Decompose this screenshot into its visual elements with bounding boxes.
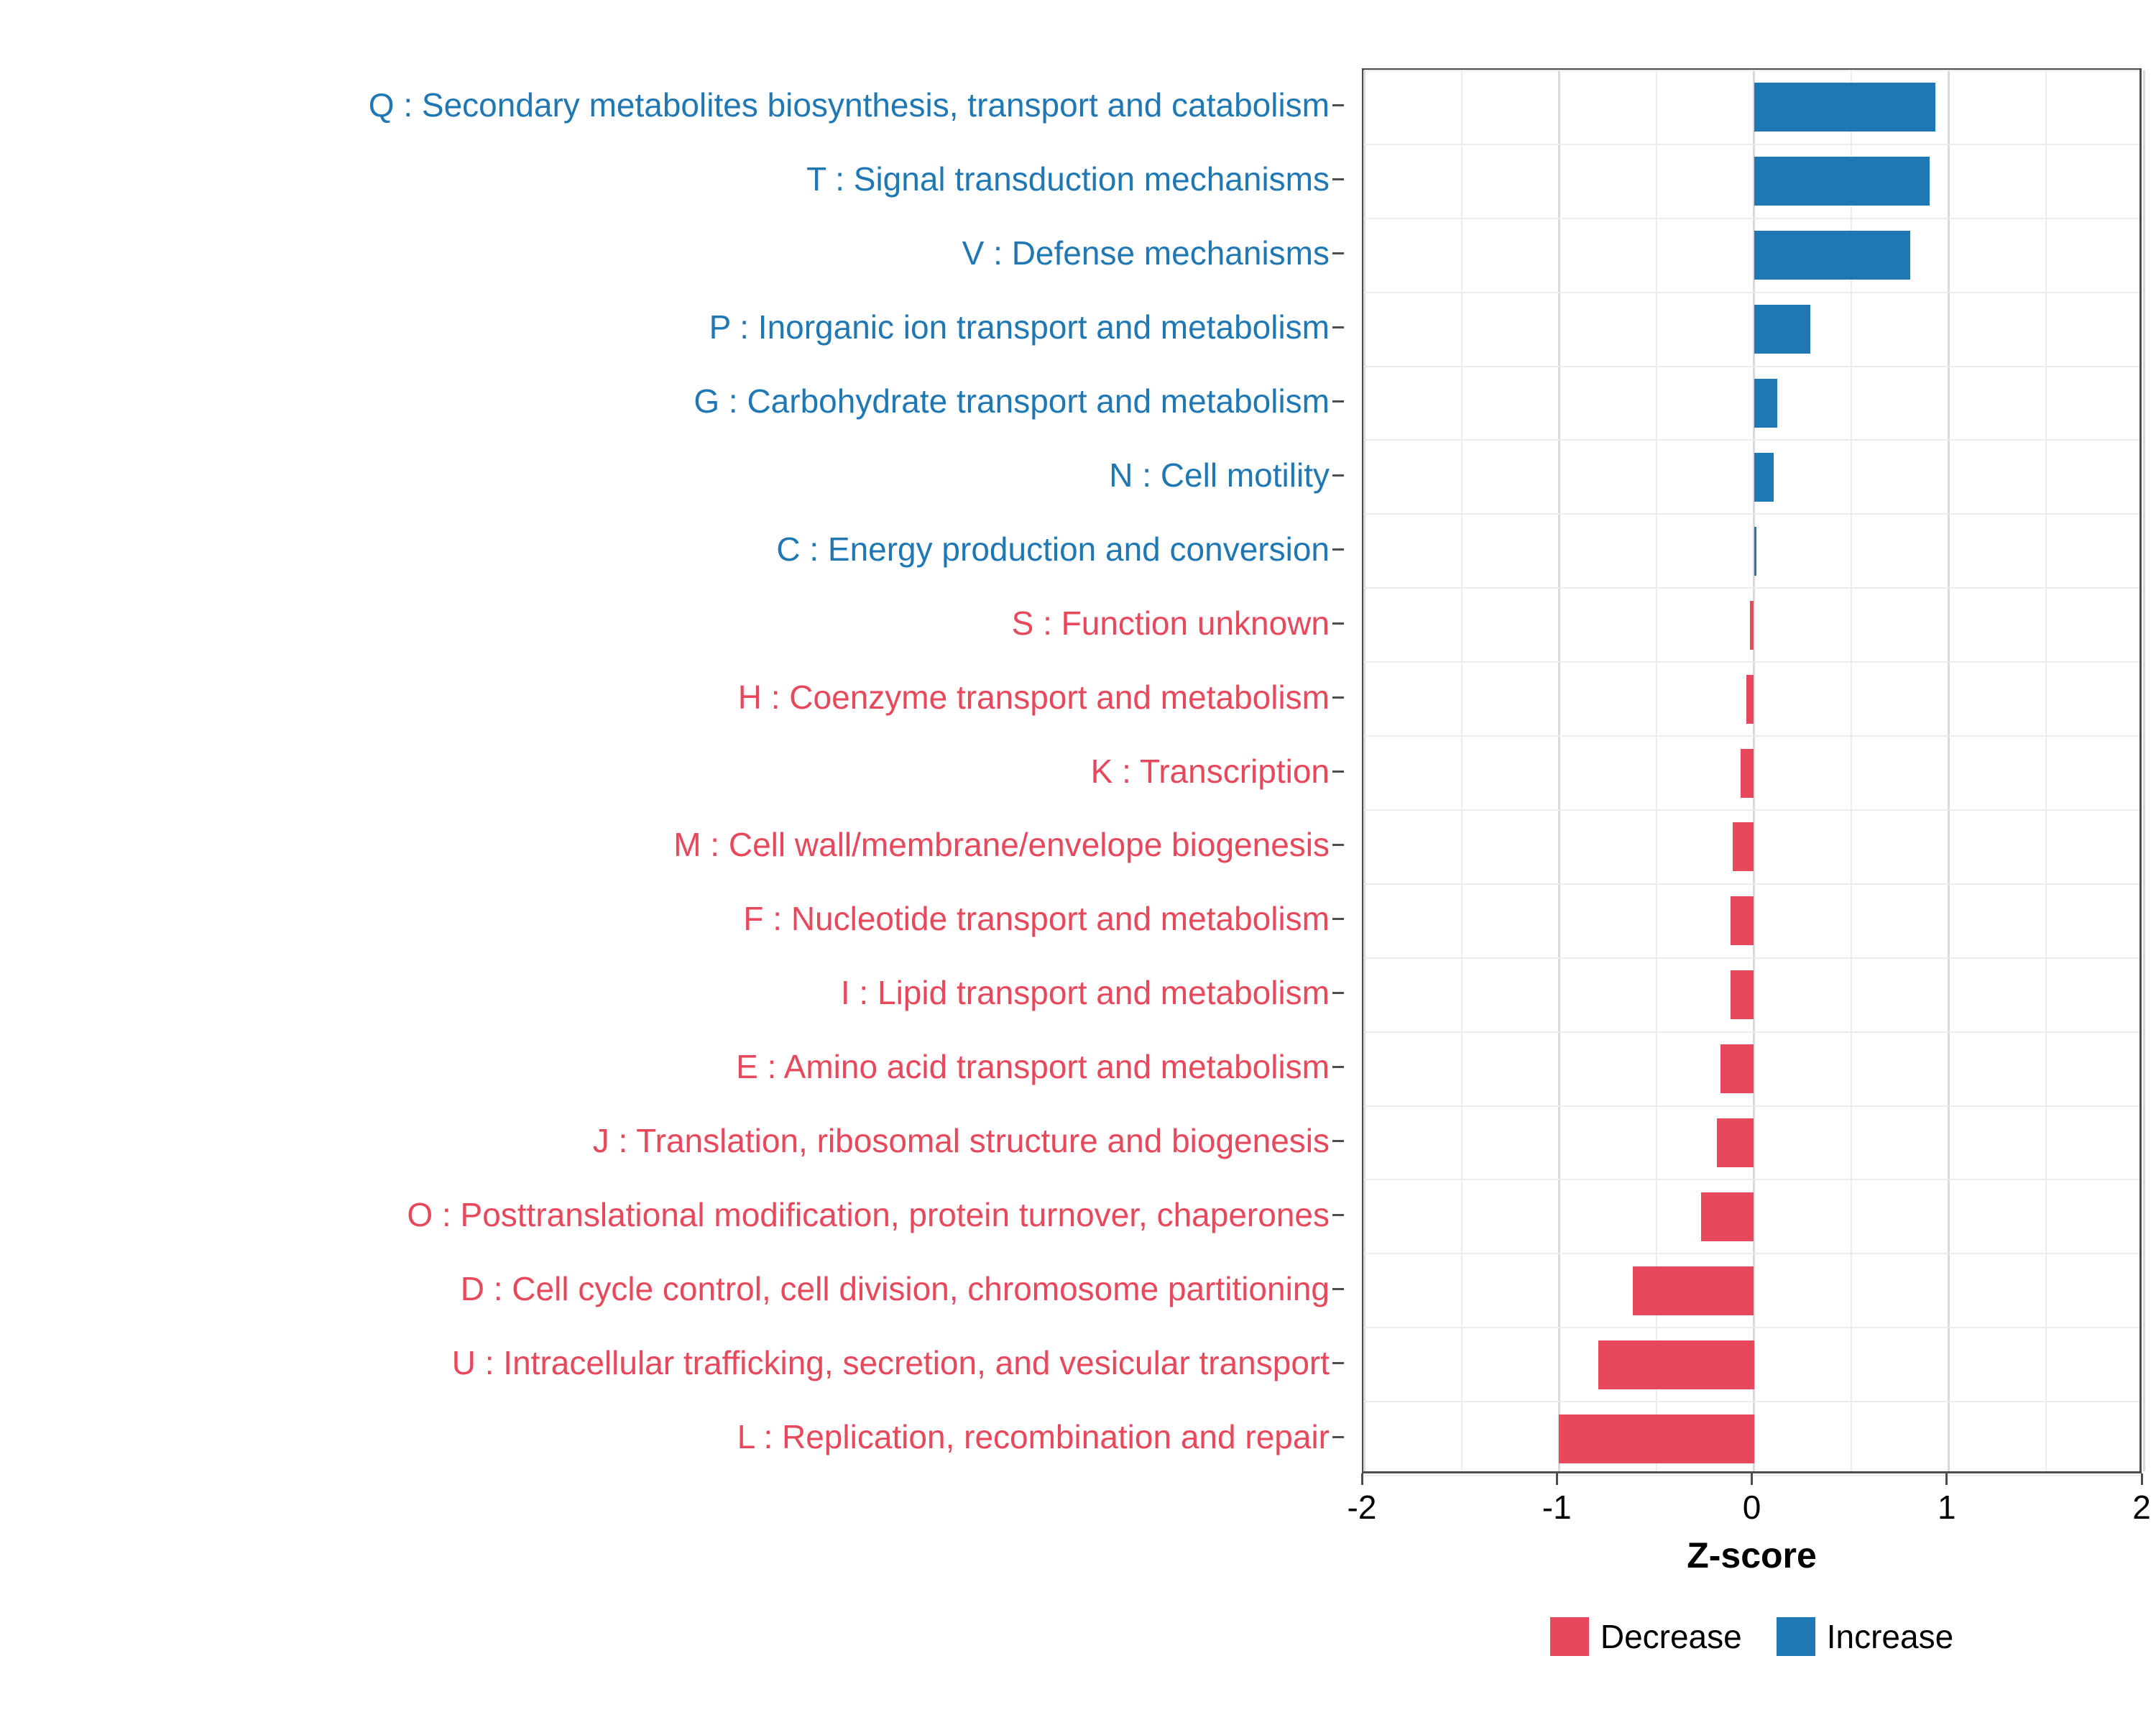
- y-axis-label: V : Defense mechanisms: [962, 234, 1330, 272]
- legend-label: Decrease: [1600, 1618, 1742, 1655]
- legend-swatch: [1777, 1617, 1815, 1656]
- bar: [1754, 527, 1756, 576]
- y-axis-tick: [1332, 696, 1344, 699]
- gridline-horizontal: [1364, 70, 2139, 71]
- y-axis-tick: [1332, 474, 1344, 477]
- y-axis-label: N : Cell motility: [1109, 456, 1330, 494]
- y-axis-label: G : Carbohydrate transport and metabolism: [694, 382, 1330, 420]
- y-axis-label: U : Intracellular trafficking, secretion, and vesicular transport: [451, 1343, 1330, 1381]
- gridline-major: [1558, 70, 1560, 1471]
- y-axis-tick: [1332, 104, 1344, 106]
- bar: [1733, 822, 1754, 871]
- y-axis-tick: [1332, 1362, 1344, 1364]
- y-axis-label: I : Lipid transport and metabolism: [840, 974, 1330, 1012]
- legend: [1362, 1617, 2142, 1656]
- y-axis-tick: [1332, 1214, 1344, 1216]
- x-axis-tick-label: 1: [1937, 1489, 1956, 1526]
- y-axis-label: F : Nucleotide transport and metabolism: [743, 900, 1330, 938]
- y-axis-label: Q : Secondary metabolites biosynthesis, transport and catabolism: [368, 86, 1330, 124]
- gridline-horizontal: [1364, 735, 2139, 737]
- bar: [1731, 896, 1754, 945]
- x-axis-tick-label: 2: [2132, 1489, 2151, 1526]
- y-axis-label: J : Translation, ribosomal structure and biogenesis: [592, 1121, 1330, 1159]
- y-axis-tick: [1332, 918, 1344, 920]
- bar: [1750, 601, 1754, 650]
- bar: [1731, 970, 1754, 1019]
- x-axis-tick: [1751, 1473, 1753, 1485]
- gridline-horizontal: [1364, 366, 2139, 367]
- y-axis-label: M : Cell wall/membrane/envelope biogenesis: [673, 826, 1330, 864]
- gridline-minor: [2045, 70, 2047, 1471]
- y-axis-tick: [1332, 548, 1344, 551]
- y-axis-label: K : Transcription: [1090, 752, 1330, 790]
- y-axis-label: L : Replication, recombination and repair: [737, 1417, 1330, 1455]
- legend-swatch: [1550, 1617, 1589, 1656]
- y-axis-tick: [1332, 770, 1344, 773]
- bar: [1746, 675, 1754, 724]
- legend-item: [1550, 1617, 1742, 1656]
- x-axis-title: Z-score: [1687, 1535, 1817, 1576]
- y-axis-label: O : Posttranslational modification, protein turnover, chaperones: [407, 1195, 1330, 1233]
- gridline-horizontal: [1364, 292, 2139, 293]
- gridline-horizontal: [1364, 883, 2139, 885]
- bar: [1741, 749, 1754, 798]
- bar: [1754, 379, 1778, 428]
- x-axis-tick: [2141, 1473, 2143, 1485]
- bar: [1754, 157, 1930, 206]
- y-axis-tick: [1332, 622, 1344, 625]
- y-axis-tick: [1332, 178, 1344, 180]
- bar: [1701, 1192, 1754, 1241]
- gridline-major: [2143, 70, 2145, 1471]
- x-axis-tick: [1361, 1473, 1363, 1485]
- gridline-major: [1363, 70, 1365, 1471]
- y-axis-label: S : Function unknown: [1011, 604, 1330, 642]
- bar: [1559, 1414, 1754, 1463]
- gridline-horizontal: [1364, 1327, 2139, 1328]
- gridline-horizontal: [1364, 1031, 2139, 1033]
- gridline-horizontal: [1364, 1179, 2139, 1180]
- bar: [1598, 1340, 1754, 1389]
- y-axis-tick: [1332, 400, 1344, 402]
- gridline-horizontal: [1364, 957, 2139, 959]
- bar: [1754, 305, 1811, 354]
- gridline-major: [1948, 70, 1950, 1471]
- y-axis-label: D : Cell cycle control, cell division, chromosome partitioning: [460, 1269, 1330, 1307]
- x-axis-tick-label: -2: [1347, 1489, 1377, 1526]
- x-axis-tick: [1556, 1473, 1558, 1485]
- gridline-horizontal: [1364, 1401, 2139, 1402]
- gridline-horizontal: [1364, 809, 2139, 811]
- gridline-horizontal: [1364, 1105, 2139, 1107]
- legend-label: Increase: [1826, 1618, 1954, 1655]
- gridline-horizontal: [1364, 513, 2139, 515]
- y-axis-tick: [1332, 252, 1344, 254]
- y-axis-tick: [1332, 1140, 1344, 1142]
- y-axis-tick: [1332, 1288, 1344, 1290]
- y-axis-tick: [1332, 1066, 1344, 1068]
- y-axis-tick: [1332, 844, 1344, 846]
- x-axis-tick-label: 0: [1742, 1489, 1761, 1526]
- bar: [1754, 83, 1935, 132]
- legend-item: [1777, 1617, 1953, 1656]
- bar: [1717, 1118, 1754, 1167]
- y-axis-label: P : Inorganic ion transport and metabolism: [709, 308, 1330, 346]
- y-axis-label: E : Amino acid transport and metabolism: [736, 1048, 1330, 1086]
- gridline-horizontal: [1364, 587, 2139, 589]
- plot-panel: [1362, 68, 2142, 1473]
- gridline-horizontal: [1364, 218, 2139, 219]
- x-axis-tick: [1945, 1473, 1948, 1485]
- y-axis-label: H : Coenzyme transport and metabolism: [737, 678, 1330, 716]
- bar: [1720, 1044, 1754, 1093]
- bar: [1754, 231, 1910, 280]
- y-axis-tick: [1332, 992, 1344, 994]
- gridline-horizontal: [1364, 1253, 2139, 1254]
- y-axis-tick: [1332, 326, 1344, 328]
- gridline-horizontal: [1364, 144, 2139, 145]
- gridline-minor: [1656, 70, 1657, 1471]
- y-axis-label: T : Signal transduction mechanisms: [806, 160, 1330, 198]
- y-axis-labels: [0, 68, 1351, 1473]
- gridline-horizontal: [1364, 661, 2139, 663]
- bar: [1633, 1266, 1754, 1315]
- gridline-minor: [1851, 70, 1852, 1471]
- gridline-horizontal: [1364, 439, 2139, 441]
- x-axis-tick-label: -1: [1542, 1489, 1572, 1526]
- gridline-minor: [1461, 70, 1462, 1471]
- y-axis-label: C : Energy production and conversion: [776, 530, 1330, 568]
- y-axis-tick: [1332, 1436, 1344, 1438]
- bar: [1754, 453, 1774, 502]
